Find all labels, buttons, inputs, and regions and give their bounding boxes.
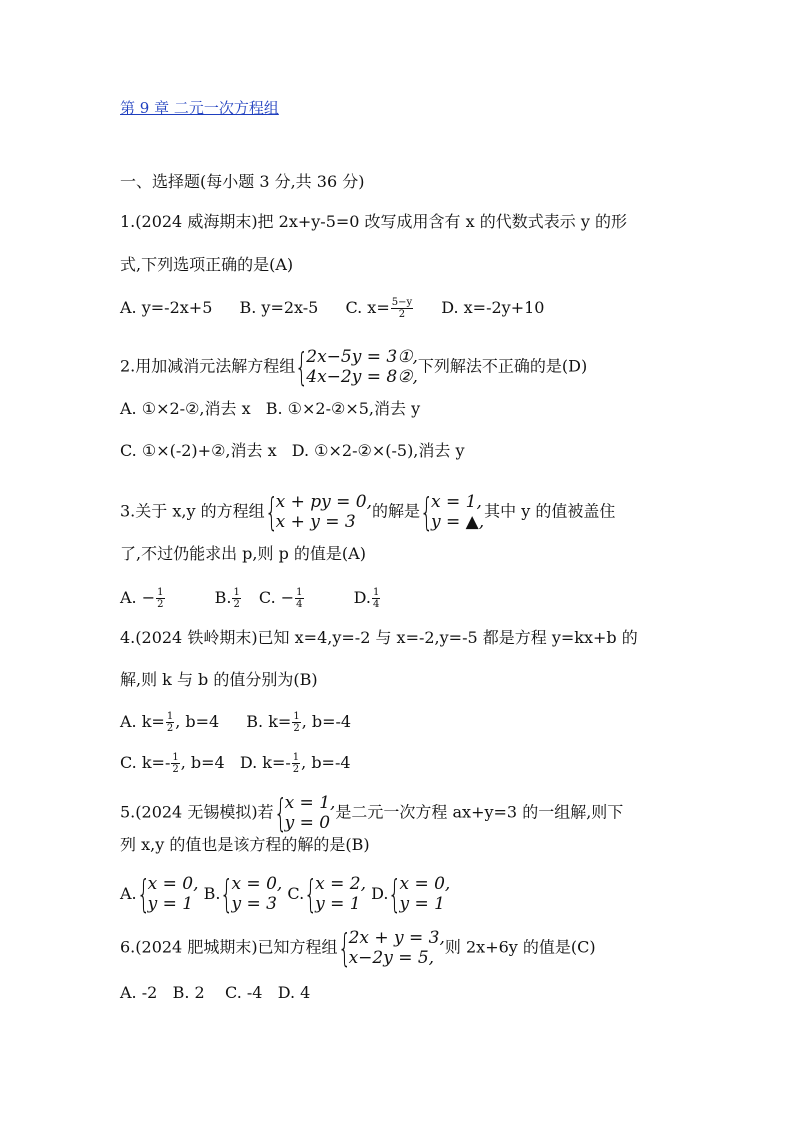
q4-options-cd xyxy=(120,752,351,775)
q4-option-c: C. k=- $\frac{1}{2}$ , b=4 xyxy=(120,752,225,775)
q3-option-c: C. − $\frac{1}{4}$ xyxy=(258,587,303,610)
q2-option-a: A. ①×2-②,消去 x xyxy=(120,399,251,418)
q4-option-d: D. k=- $\frac{1}{2}$ , b=-4 xyxy=(239,752,351,775)
q5-stem-line2: 列 x,y 的值也是该方程的解的是(B) xyxy=(120,835,370,854)
q3-options xyxy=(120,587,381,610)
q2-option-b: B. ①×2-②×5,消去 y xyxy=(265,399,421,418)
q2-system: { 2x−5y = 3①, 4x−2y = 8②, xyxy=(295,345,418,389)
q2-options-ab xyxy=(120,399,420,419)
q6-stem: 6.(2024 肥城期末)已知方程组 { 2x + y = 3, x−2y = 5, 则 2x+6y 的值是(C) xyxy=(120,926,596,970)
q3-stem-line2: 了,不过仍能求出 p,则 p 的值是(A) xyxy=(120,544,366,563)
q1-option-d: D. x=-2y+10 xyxy=(441,298,545,317)
q5-stem-line1: 5.(2024 无锡模拟)若 { x = 1, y = 0 是二元一次方程 ax+y=3 的一组解,则下 xyxy=(120,791,624,835)
q1-c-denominator: 2 xyxy=(398,309,406,320)
q5-option-a: A. { x = 0, y = 1 xyxy=(120,872,199,916)
chapter-link[interactable]: 第 9 章 二元一次方程组 xyxy=(120,99,279,117)
q1-options xyxy=(120,297,544,320)
q1-c-numerator: 5−y xyxy=(391,297,413,308)
q4-stem-line1: 4.(2024 铁岭期末)已知 x=4,y=-2 与 x=-2,y=-5 都是方程 y=kx+b 的 xyxy=(120,628,638,647)
q5-options xyxy=(120,874,450,914)
q3-stem-line1: 3.关于 x,y 的方程组 { x + py = 0, x + y = 3 的解是 { x = 1, y = ▲, 其中 y 的值被盖住 xyxy=(120,490,616,534)
q5-system: { x = 1, y = 0 xyxy=(273,791,336,835)
q1-stem-line2: 式,下列选项正确的是(A) xyxy=(120,255,294,274)
q6-system: { 2x + y = 3, x−2y = 5, xyxy=(337,926,445,970)
q3-option-b: B. $\frac{1}{2}$ xyxy=(214,587,240,610)
q4-stem-line2: 解,则 k 与 b 的值分别为(B) xyxy=(120,670,318,689)
q2-option-c: C. ①×(-2)+②,消去 x xyxy=(120,441,277,460)
q4-options-ab xyxy=(120,711,351,734)
q1-option-c: C. x= $\frac{5-y}{2}$ xyxy=(345,297,413,320)
q4-option-b: B. k= $\frac{1}{2}$ , b=-4 xyxy=(246,711,352,734)
q1-option-a: A. y=-2x+5 xyxy=(120,298,213,317)
section-heading: 一、选择题(每小题 3 分,共 36 分) xyxy=(120,172,365,191)
q1-option-b: B. y=2x-5 xyxy=(239,298,319,317)
q2-stem: 2.用加减消元法解方程组 { 2x−5y = 3①, 4x−2y = 8②, 下列解法不正确的是(D) xyxy=(120,345,588,389)
q3-option-d: D. $\frac{1}{4}$ xyxy=(353,587,380,610)
q3-solution: { x = 1, y = ▲, xyxy=(420,490,485,534)
q1-stem-line1: 1.(2024 威海期末)把 2x+y-5=0 改写成用含有 x 的代数式表示 y 的形 xyxy=(120,212,627,231)
q5-option-b: B. { x = 0, y = 3 xyxy=(203,872,283,916)
q4-option-a: A. k= $\frac{1}{2}$ , b=4 xyxy=(120,711,220,734)
q3-option-a: A. − $\frac{1}{2}$ xyxy=(120,587,164,610)
q3-system: { x + py = 0, x + y = 3 xyxy=(264,490,372,534)
q5-option-c: C. { x = 2, y = 1 xyxy=(287,872,367,916)
q6-options: A. -2 B. 2 C. -4 D. 4 xyxy=(120,983,311,1002)
q5-option-d: D. { x = 0, y = 1 xyxy=(371,872,451,916)
q2-option-d: D. ①×2-②×(-5),消去 y xyxy=(291,441,465,460)
q2-options-cd xyxy=(120,441,465,461)
